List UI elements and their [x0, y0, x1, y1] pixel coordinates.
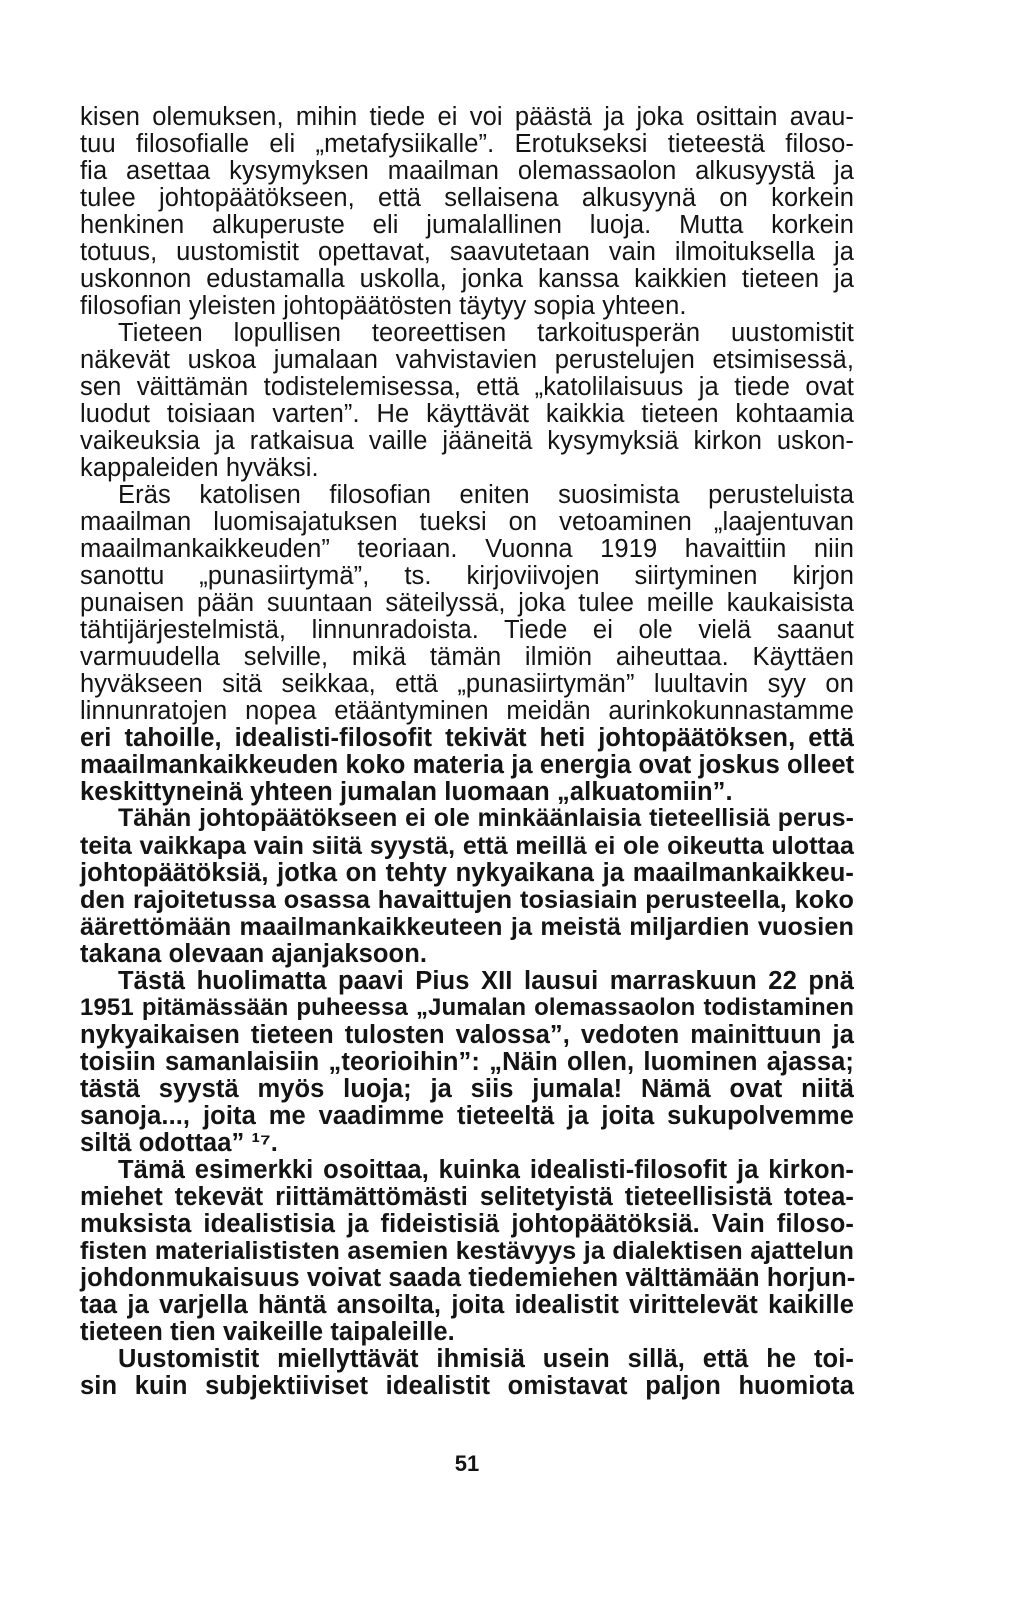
text-line: varmuudella selville, mikä tämän ilmiön aiheuttaa. Käyttäen: [80, 643, 854, 671]
text-line: toisiin samanlaisiin „teorioihin”: „Näin ollen, luominen ajassa;: [80, 1048, 854, 1076]
text-line: 1951 pitämässään puheessa „Jumalan olemassaolon todistaminen: [80, 994, 854, 1021]
text-line: tästä syystä myös luoja; ja siis jumala! Nämä ovat niitä: [80, 1075, 854, 1103]
text-line: hyväkseen sitä seikkaa, että „punasiirtymän” luultavin syy on: [80, 670, 854, 698]
text-line: maailmankaikkeuden koko materia ja energia ovat joskus olleet: [80, 751, 855, 779]
text-line: keskittyneinä yhteen jumalan luomaan „alkuatomiin”.: [80, 778, 733, 806]
text-line: filosofian yleisten johtopäätösten täytyy sopia yhteen.: [80, 292, 687, 320]
text-line: muksista idealistisia ja fideistisiä johtopäätöksiä. Vain filoso-: [80, 1210, 854, 1238]
text-line: tieteen tien vaikeille taipaleille.: [80, 1318, 455, 1346]
text-line: linnunratojen nopea etääntyminen meidän aurinkokunnastamme: [80, 697, 854, 725]
text-line: totuus, uustomistit opettavat, saavutetaan vain ilmoituksella ja: [80, 238, 854, 266]
text-line: punaisen pään suuntaan säteilyssä, joka tulee meille kaukaisista: [80, 589, 854, 617]
text-line: siltä odottaa” ¹⁷.: [80, 1129, 278, 1157]
book-page: [80, 102, 854, 1552]
page-number: 51: [454, 1451, 480, 1476]
text-line: fia asettaa kysymyksen maailman olemassaolon alkusyystä ja: [80, 157, 854, 185]
text-line: miehet tekevät riittämättömästi selitetyistä tieteellisistä totea-: [80, 1183, 854, 1211]
text-line: vaikeuksia ja ratkaisua vaille jääneitä kysymyksiä kirkon uskon-: [80, 427, 854, 455]
text-line: luodut toisiaan varten”. He käyttävät kaikkia tieteen kohtaamia: [80, 400, 854, 428]
text-line: Tieteen lopullisen teoreettisen tarkoitusperän uustomistit: [118, 319, 854, 347]
text-line: henkinen alkuperuste eli jumalallinen luoja. Mutta korkein: [80, 211, 854, 239]
text-line: kappaleiden hyväksi.: [80, 454, 319, 482]
text-line: maailmankaikkeuden” teoriaan. Vuonna 1919 havaittiin niin: [80, 535, 854, 563]
text-line: takana olevaan ajanjaksoon.: [80, 940, 428, 968]
text-line: johtopäätöksiä, jotka on tehty nykyaikana ja maailmankaikkeu-: [80, 859, 854, 887]
text-line: eri tahoille, idealisti-filosofit tekivät heti johtopäätöksen, että: [80, 724, 854, 752]
text-line: näkevät uskoa jumalaan vahvistavien perustelujen etsimisessä,: [80, 346, 854, 374]
text-line: maailman luomisajatuksen tueksi on vetoaminen „laajentuvan: [80, 508, 854, 536]
text-line: Tästä huolimatta paavi Pius XII lausui marraskuun 22 pnä: [118, 967, 854, 995]
text-line: taa ja varjella häntä ansoilta, joita idealistit virittelevät kaikille: [80, 1291, 854, 1319]
text-line: sen väittämän todistelemisessa, että „katolilaisuus ja tiede ovat: [80, 373, 854, 401]
text-line: teita vaikkapa vain siitä syystä, että meillä ei ole oikeutta ulottaa: [80, 832, 854, 860]
text-line: sanoja..., joita me vaadimme tieteeltä ja joita sukupolvemme: [80, 1102, 854, 1130]
text-line: fisten materialististen asemien kestävyys ja dialektisen ajattelun: [80, 1237, 854, 1265]
text-line: kisen olemuksen, mihin tiede ei voi päästä ja joka osittain avau-: [80, 103, 854, 131]
text-line: Tämä esimerkki osoittaa, kuinka idealisti-filosofit ja kirkon-: [118, 1156, 854, 1184]
text-line: nykyaikaisen tieteen tulosten valossa”, vedoten mainittuun ja: [80, 1021, 854, 1049]
text-line: tulee johtopäätökseen, että sellaisena alkusyynä on korkein: [80, 184, 854, 212]
text-line: den rajoitetussa osassa havaittujen tosiasiain perusteella, koko: [80, 886, 854, 914]
text-line: tuu filosofialle eli „metafysiikalle”. Erotukseksi tieteestä filoso-: [80, 130, 854, 158]
text-line: johdonmukaisuus voivat saada tiedemiehen välttämään horjun-: [80, 1264, 856, 1292]
text-line: Uustomistit miellyttävät ihmisiä usein sillä, että he toi-: [118, 1345, 854, 1373]
text-line: uskonnon edustamalla uskolla, jonka kanssa kaikkien tieteen ja: [80, 265, 854, 293]
text-line: Eräs katolisen filosofian eniten suosimista perusteluista: [118, 481, 854, 509]
text-line: äärettömään maailmankaikkeuteen ja meistä miljardien vuosien: [80, 913, 854, 941]
text-line: sin kuin subjektiiviset idealistit omistavat paljon huomiota: [80, 1372, 854, 1400]
text-line: Tähän johtopäätökseen ei ole minkäänlaisia tieteellisiä perus-: [118, 805, 854, 832]
text-line: sanottu „punasiirtymä”, ts. kirjoviivojen siirtyminen kirjon: [80, 562, 854, 590]
text-line: tähtijärjestelmistä, linnunradoista. Tiede ei ole vielä saanut: [80, 616, 854, 644]
